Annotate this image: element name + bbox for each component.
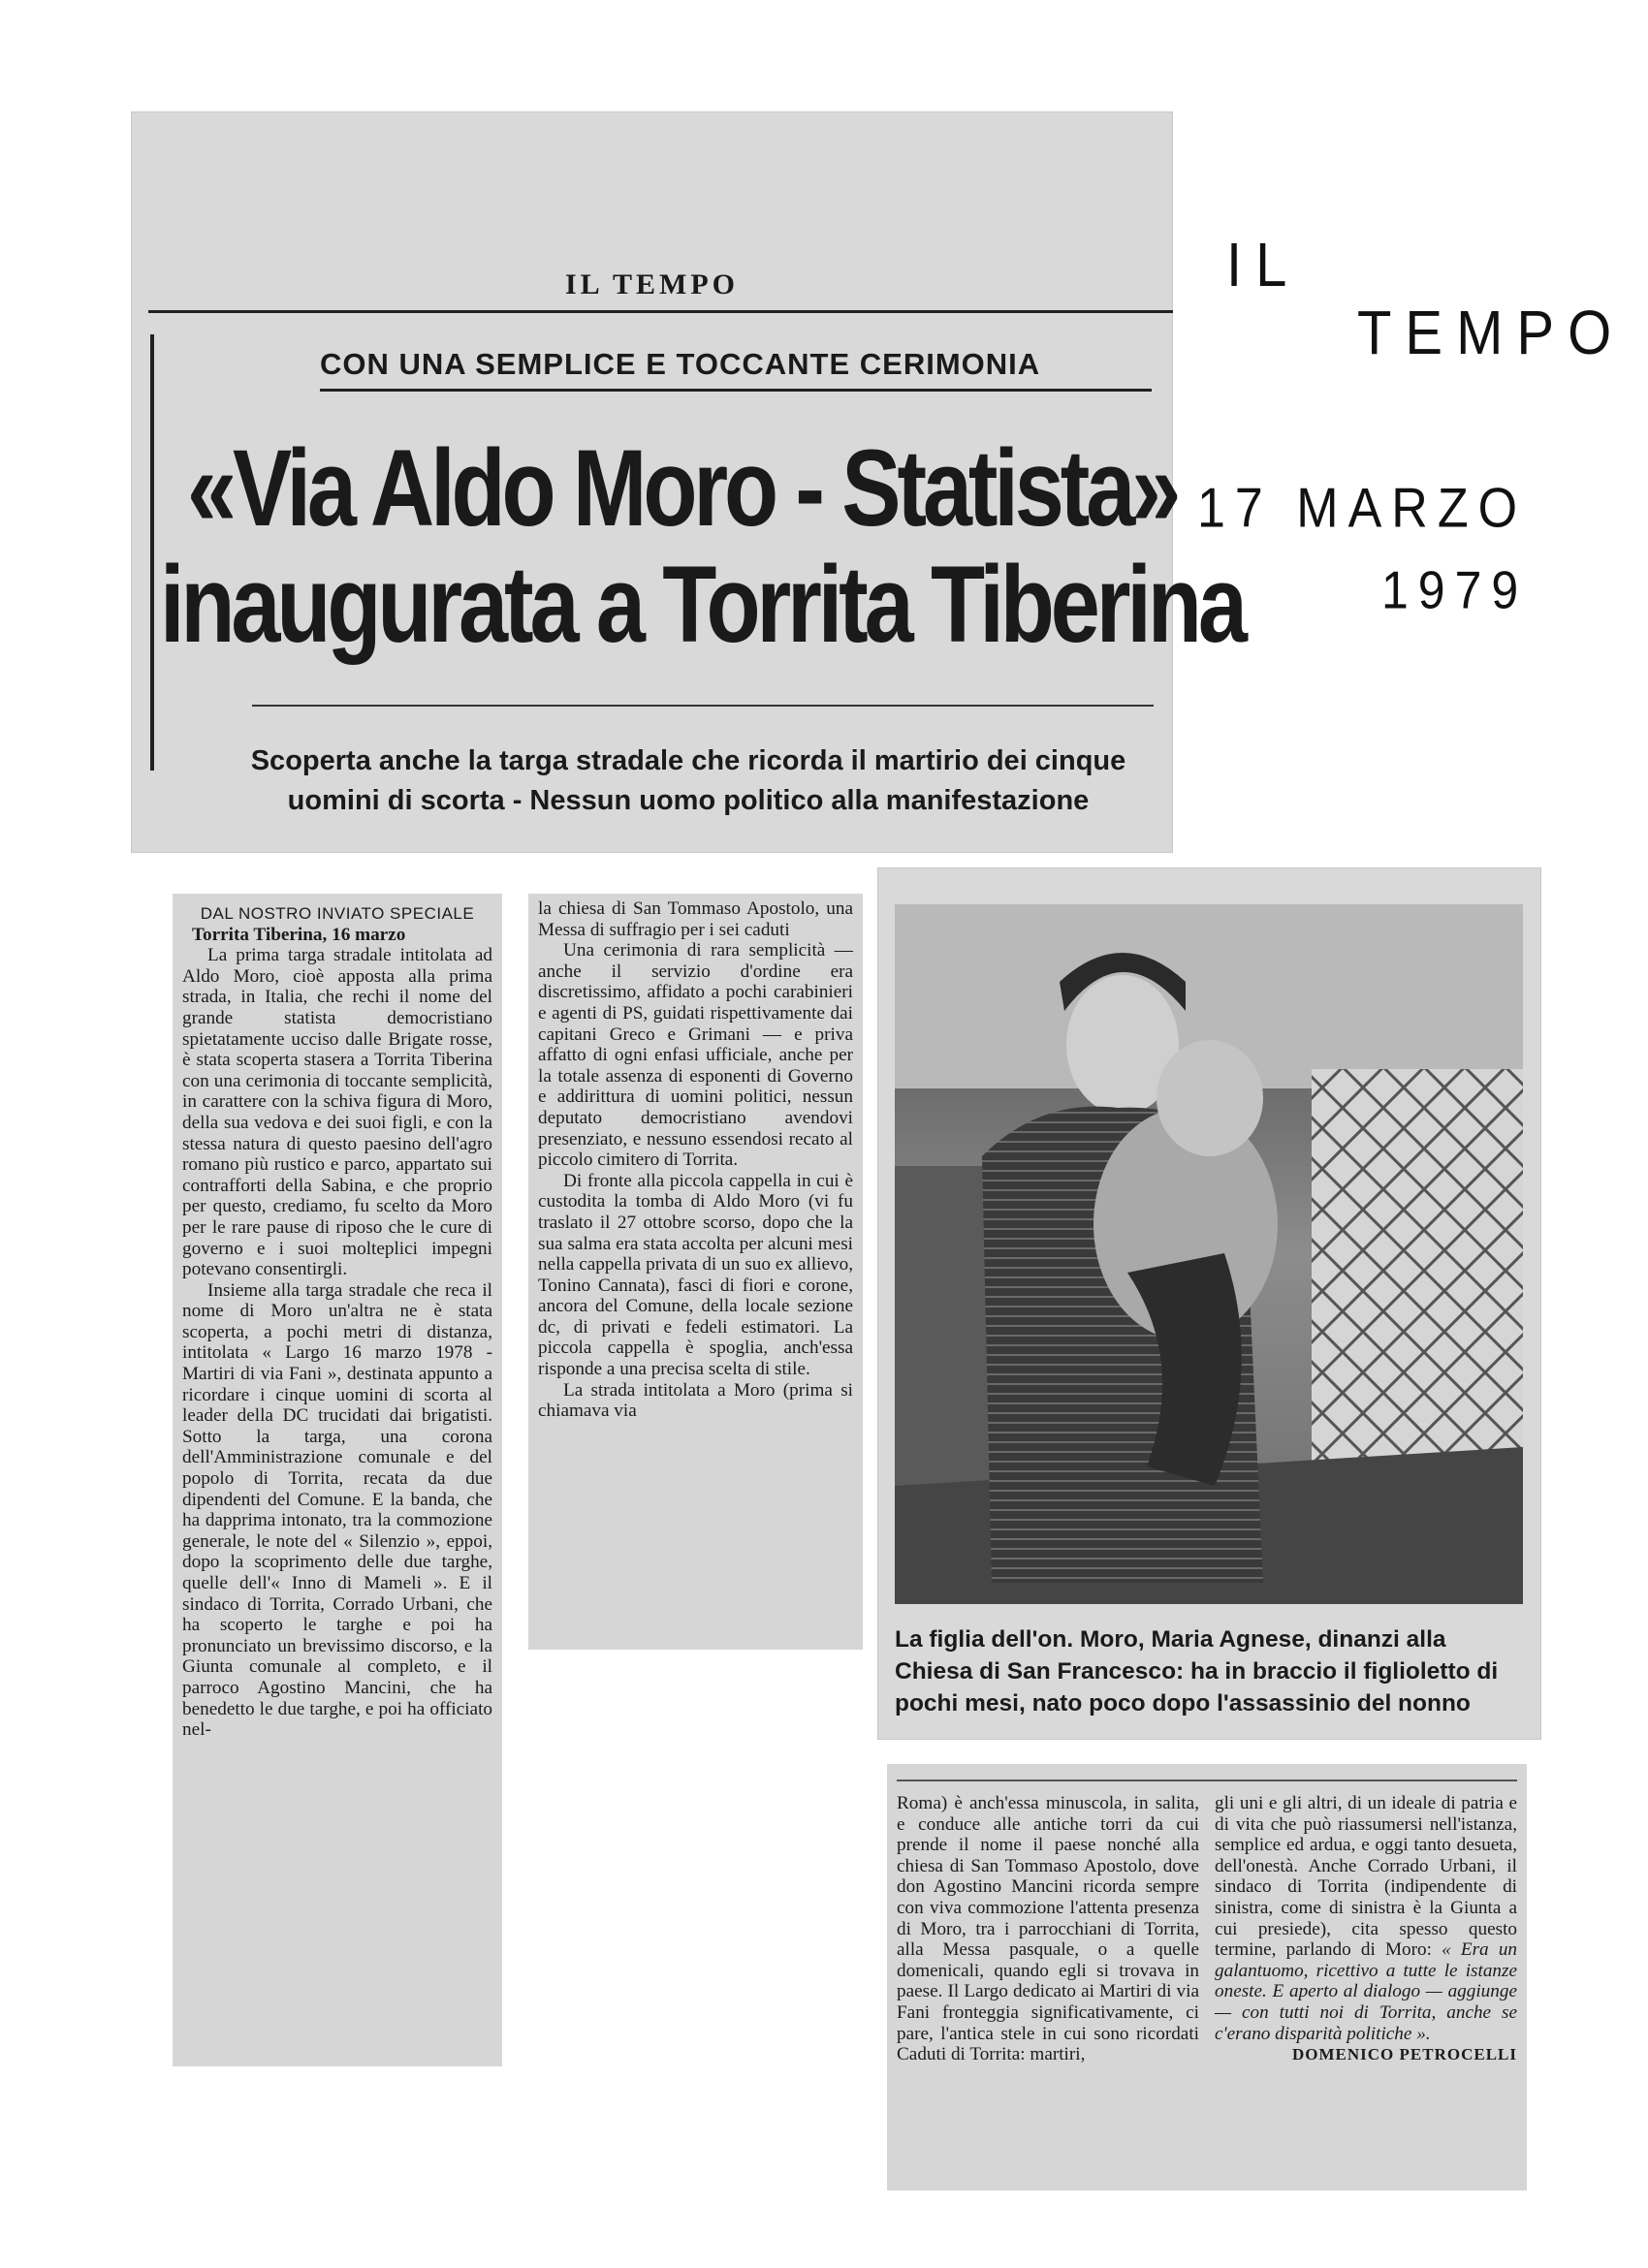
article-paragraph: [1215, 1793, 1517, 2044]
column-rule: [150, 334, 154, 771]
photo-clipping: [877, 867, 1541, 1740]
article-paragraph: Una cerimonia di rara semplicità — anche il servizio d'ordine era discretissimo, affidato a pochi carabinieri e agenti di PS, guidati rispettivamente dai capitani Greco e Grimani — e priva affatto di ogni enfasi ufficiale, anche per la totale assenza di esponenti di Governo e addirittura di uomini politici, nessun deputato democristiano avendovi presenziato, e nessuno essendosi recato al piccolo cimitero di Torrita.: [538, 940, 853, 1171]
quote: « Era un galantuomo, ricettivo a tutte le istanze oneste. E aperto al dialogo — aggiunge — con tutti noi di Torrita, anche se c'erano disparità politiche ».: [1215, 1939, 1518, 2044]
article-paragraph: Insieme alla targa stradale che reca il nome di Moro un'altra ne è stata scoperta, a pochi metri di distanza, intitolata « Largo 16 marzo 1978 - Martiri di via Fani », destinata appunto a ricordare i cinque uomini di scorta al leader della DC trucidati dai brigatisti. Sotto la targa, una corona dell'Amministrazione comunale e del popolo di Torrita, recata da due dipendenti del Comune. E la banda, che ha dapprima intonato, tra la commozione generale, le note del « Silenzio », eppoi, dopo la scoprimento delle due targhe, quelle dell'« Inno di Mameli ». E il sindaco di Torrita, Corrado Urbani, che ha scoperto le targhe e poi ha pronunciato un brevissimo discorso, e la Giunta comunale al completo, e il parroco Agostino Mancini, che ha benedetto le due targhe, e poi ha officiato nel-: [182, 1279, 492, 1741]
article-text: gli uni e gli altri, di un ideale di patria e di vita che può riassumersi nell'istanza, semplice ed ardua, e oggi tanto desueta, dell'onestà. Anche Corrado Urbani, il sindaco di Torrita (indipendente di sinistra, come di sinistra è la Giunta a cui presiede), cita spesso questo termine, parlando di Moro:: [1215, 1793, 1517, 1961]
subheadline: Scoperta anche la targa stradale che ricorda il martirio dei cinque uomini di scorta - Nessun uomo politico alla manifestazione: [250, 745, 1126, 817]
article-column-3: [887, 1764, 1527, 2190]
photo-illustration: [895, 904, 1523, 1604]
note-date: 17 MARZO: [1197, 478, 1528, 540]
author-signature: DOMENICO PETROCELLI: [1292, 2045, 1517, 2064]
headline-rule: [252, 705, 1154, 707]
article-column-1: [173, 894, 502, 2066]
headline-clipping: [131, 111, 1244, 853]
kicker: CON UNA SEMPLICE E TOCCANTE CERIMONIA: [320, 347, 1041, 381]
article-paragraph: Roma) è anch'essa minuscola, in salita, e conduce alle antiche torri da cui prende il nome il paese nonché alla chiesa di San Tommaso Apostolo, dove don Agostino Mancini ricorda sempre con viva commozione l'attenta presenza di Moro, tra i parrocchiani di Torrita, alla Messa pasquale, o a quelle domenicali, quando egli si trovava in paese. Il Largo dedicato ai Martiri di via Fani fronteggia significativamente, ci pare, l'antica stele in cui sono ricordati Caduti di Torrita: martiri,: [897, 1793, 1199, 2065]
article-paragraph: Di fronte alla piccola cappella in cui è custodita la tomba di Aldo Moro (vi fu traslato il 27 ottobre scorso, dopo che la sua salma era stata accolta per alcuni mesi nella cappella privata di un suo ex allievo, Tonino Cannata), fasci di fiori e corone, ancora del Comune, della locale sezione dc, di privati e fedeli estimatori. La piccola cappella è spoglia, anch'essa risponde a una precisa scelta di stile.: [538, 1170, 853, 1380]
masthead-rule: [148, 310, 1173, 313]
headline: [160, 427, 1244, 665]
note-line: IL: [1226, 230, 1301, 300]
article-column-2: [528, 894, 863, 1650]
headline-line-2: inaugurata a Torrita Tiberina: [160, 543, 1244, 665]
byline: DAL NOSTRO INVIATO SPECIALE: [200, 904, 475, 923]
headline-line-1: «Via Aldo Moro - Statista»: [187, 427, 1178, 549]
dateline: Torrita Tiberina, 16 marzo: [192, 924, 406, 945]
news-photo: [895, 904, 1523, 1604]
handwritten-note: [1197, 204, 1626, 649]
kicker-rule: [320, 389, 1152, 392]
note-line: TEMPO: [1357, 298, 1626, 368]
note-year: 1979: [1381, 560, 1529, 620]
article-paragraph: La prima targa stradale intitolata ad Aldo Moro, cioè apposta alla prima strada, in Italia, che rechi il nome del grande statista democristiano spietatamente ucciso dalle Brigate rosse, è stata scoperta stasera a Torrita Tiberina con una cerimonia di toccante semplicità, in carattere con la schiva figura di Moro, della sua vedova e dei suoi figli, e con la stessa natura di questo paesino dell'agro romano più rustico e parco, appartato sui contrafforti della Sabina, e che proprio per questo, crediamo, fu scelto da Moro per le rare pause di riposo che le cure di governo e i suoi molteplici impegni potevano consentirgli.: [182, 945, 492, 1280]
article-paragraph: La strada intitolata a Moro (prima si chiamava via: [538, 1379, 853, 1422]
article-paragraph: la chiesa di San Tommaso Apostolo, una Messa di suffragio per i sei caduti: [538, 898, 853, 940]
section-rule: [897, 1780, 1517, 1781]
masthead: IL TEMPO: [565, 268, 739, 300]
photo-caption: La figlia dell'on. Moro, Maria Agnese, dinanzi alla Chiesa di San Francesco: ha in braccio il figlioletto di pochi mesi, nato poco dopo l'assassinio del nonno: [895, 1626, 1499, 1717]
